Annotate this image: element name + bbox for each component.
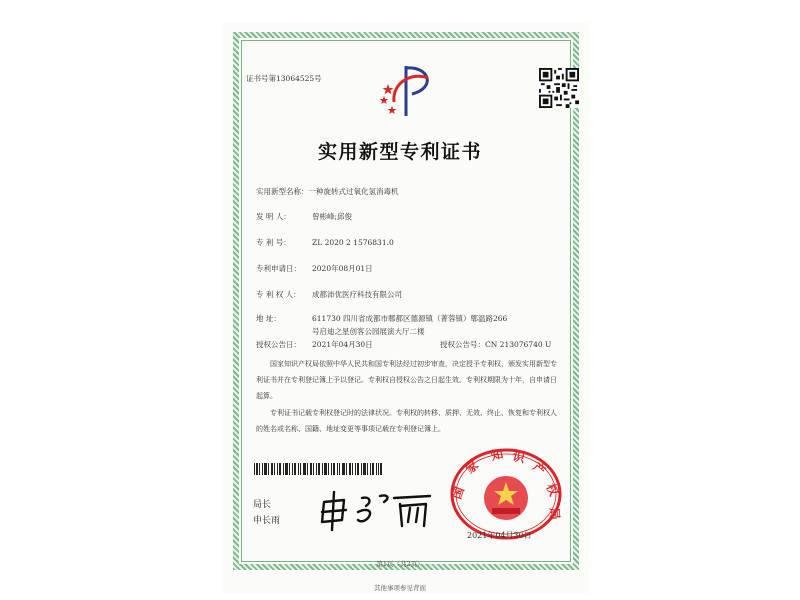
field-grant-date	[256, 339, 373, 350]
field-label: 授权公告号：	[440, 340, 485, 349]
field-value: 曾彬峰;邱俊	[312, 212, 353, 221]
field-label: 实用新型名称：	[256, 187, 309, 196]
seal-date: 2021年04月30日	[467, 531, 532, 540]
director-name: 申长雨	[253, 516, 281, 526]
svg-text:知: 知	[489, 446, 505, 463]
page-number: 第1页（共2页）	[376, 560, 424, 568]
svg-text:家: 家	[462, 457, 482, 477]
footer-note: 其他事项参见背面	[374, 584, 426, 592]
field-value: 一种旋转式过氧化氢消毒机	[308, 187, 399, 196]
field-address-line2: 号启迪之星创客公园展演大厅二楼	[312, 327, 425, 336]
field-filing-date	[256, 263, 373, 274]
field-value: 611730 四川省成都市郫都区德源镇（菁蓉镇）郫温路266	[312, 314, 508, 323]
svg-text:局: 局	[547, 507, 563, 521]
svg-text:产: 产	[530, 459, 549, 479]
field-value: 成都沛优医疗科技有限公司	[312, 290, 402, 299]
certificate-title: 实用新型专利证书	[317, 141, 482, 163]
certificate-number: 证书号第13064525号	[246, 74, 322, 83]
field-value: 2020年08月01日	[312, 264, 373, 273]
field-value: CN 213076740 U	[485, 340, 552, 349]
field-grant-number	[440, 339, 551, 350]
field-inventor	[256, 211, 352, 222]
field-label: 专 利 号：	[256, 238, 291, 247]
cnipa-logo-icon	[372, 62, 442, 120]
statement-paragraph-2: 专利证书记载专利权登记时的法律状况。专利权的转移、质押、无效、终止、恢复和专利权人的姓名或名称、国籍、地址变更等事项记载在专利登记簿上。	[256, 409, 557, 433]
field-label: 专 利 权 人：	[256, 290, 301, 299]
field-value: ZL 2020 2 1576831.0	[312, 238, 394, 247]
field-label: 授权公告日：	[256, 340, 301, 349]
statement-paragraph-1: 国家知识产权局依照中华人民共和国专利法经过初步审查，决定授予专利权，颁发实用新型专利证书并在专利登记簿上予以登记。专利权自授权公告之日起生效。专利权期限为十年，自申请日起算。	[256, 360, 557, 400]
qr-code-icon	[539, 68, 579, 108]
official-seal-icon	[448, 446, 564, 542]
field-utility-model-name	[256, 186, 399, 197]
field-patentee	[256, 289, 402, 300]
field-patent-number	[256, 237, 394, 248]
field-address	[256, 313, 507, 324]
field-label: 专利申请日：	[256, 264, 301, 273]
field-label: 发 明 人：	[256, 212, 291, 221]
field-label: 地 址：	[256, 314, 281, 323]
svg-text:权: 权	[543, 481, 562, 499]
barcode-icon	[254, 463, 382, 475]
svg-text:国: 国	[449, 484, 467, 502]
field-value: 2021年04月30日	[312, 340, 373, 349]
signature-icon	[318, 488, 440, 532]
svg-text:识: 识	[511, 449, 527, 466]
director-title: 局长	[253, 500, 272, 510]
